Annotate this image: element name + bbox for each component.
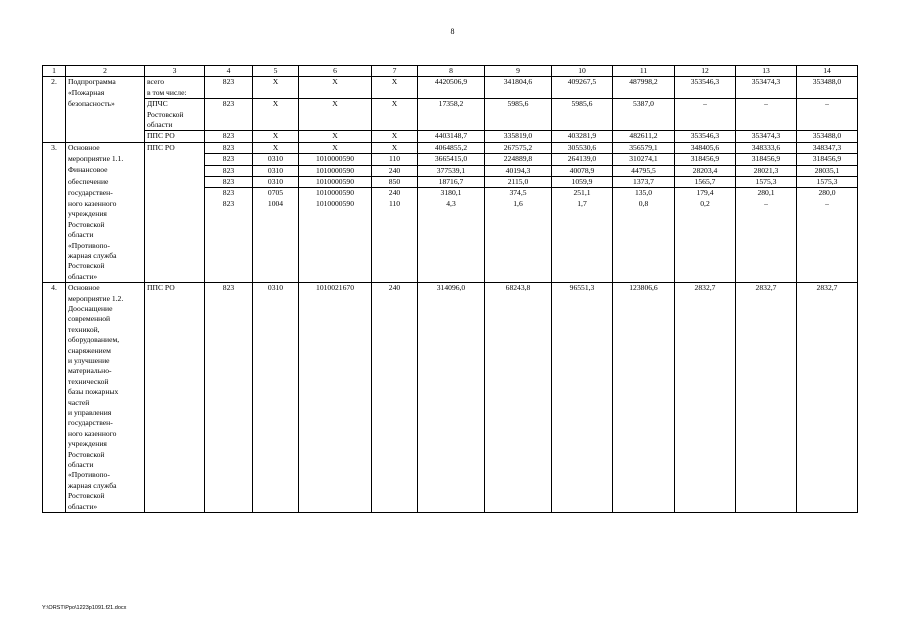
program-name-line: технической bbox=[68, 376, 109, 386]
cell: 17358,2 bbox=[418, 99, 485, 110]
table-row bbox=[43, 99, 858, 110]
cell: 1575,3 bbox=[736, 177, 797, 188]
program-name-line: Основное bbox=[68, 283, 100, 293]
cell: 179,4 bbox=[675, 188, 736, 199]
program-name-line: области bbox=[68, 460, 94, 470]
table-row bbox=[43, 154, 858, 165]
executor: ДПЧС bbox=[145, 99, 205, 110]
cell: 0,8 bbox=[613, 199, 675, 209]
cell: 28021,3 bbox=[736, 165, 797, 176]
program-name-line: материально- bbox=[68, 366, 112, 376]
cell: 850 bbox=[372, 177, 418, 188]
program-name: области bbox=[66, 230, 145, 240]
cell: X bbox=[299, 142, 372, 153]
program-name-line: снаряжением bbox=[68, 345, 111, 355]
cell: 280,1 bbox=[736, 188, 797, 199]
cell: 823 bbox=[205, 165, 253, 176]
cell: 403281,9 bbox=[552, 131, 613, 142]
program-name: жарная служба bbox=[66, 251, 145, 261]
table-row bbox=[43, 241, 858, 251]
cell: 314096,0 bbox=[418, 283, 485, 513]
program-name bbox=[66, 283, 145, 513]
cell: 823 bbox=[205, 177, 253, 188]
cell: 40078,9 bbox=[552, 165, 613, 176]
cell: 823 bbox=[205, 199, 253, 209]
cell: 353474,3 bbox=[736, 77, 797, 88]
program-name-line: техникой, bbox=[68, 324, 100, 334]
cell: 353546,3 bbox=[675, 131, 736, 142]
program-name: Ростовской bbox=[66, 220, 145, 230]
cell: 280,0 bbox=[797, 188, 858, 199]
cell: 356579,1 bbox=[613, 142, 675, 153]
executor: ППС РО bbox=[145, 283, 205, 513]
cell: X bbox=[299, 99, 372, 110]
cell: X bbox=[372, 142, 418, 153]
program-name: «Пожарная bbox=[66, 88, 145, 99]
cell: 5985,6 bbox=[485, 99, 552, 110]
cell: 240 bbox=[372, 283, 418, 513]
program-name-line: современной bbox=[68, 314, 111, 324]
program-name-line: области» bbox=[68, 501, 98, 511]
cell: 823 bbox=[205, 131, 253, 142]
program-name: Подпрограмма bbox=[66, 77, 145, 88]
program-name-line: оборудованием, bbox=[68, 335, 120, 345]
table-row bbox=[43, 220, 858, 230]
cell: 0705 bbox=[253, 188, 299, 199]
program-name-line: Дооснащение bbox=[68, 303, 113, 313]
executor: Ростовской bbox=[145, 110, 205, 120]
table-row bbox=[43, 110, 858, 120]
header-cell: 2 bbox=[66, 66, 145, 77]
table-row bbox=[43, 188, 858, 199]
cell: 2832,7 bbox=[736, 283, 797, 513]
table-row bbox=[43, 88, 858, 99]
cell: 823 bbox=[205, 188, 253, 199]
table-row bbox=[43, 283, 858, 513]
program-name: Основное bbox=[66, 142, 145, 153]
header-cell: 8 bbox=[418, 66, 485, 77]
cell: 353474,3 bbox=[736, 131, 797, 142]
cell: – bbox=[675, 99, 736, 110]
cell: 123806,6 bbox=[613, 283, 675, 513]
cell: – bbox=[736, 199, 797, 209]
cell: 0310 bbox=[253, 154, 299, 165]
program-name-line: учреждения bbox=[68, 439, 107, 449]
table-row bbox=[43, 209, 858, 219]
cell: 374,5 bbox=[485, 188, 552, 199]
cell: 5985,6 bbox=[552, 99, 613, 110]
table-row bbox=[43, 272, 858, 283]
executor: ППС РО bbox=[145, 142, 205, 153]
cell: 823 bbox=[205, 283, 253, 513]
cell: 1010000590 bbox=[299, 154, 372, 165]
header-cell: 12 bbox=[675, 66, 736, 77]
program-name-line: Ростовской bbox=[68, 491, 105, 501]
cell: X bbox=[253, 142, 299, 153]
cell: 28203,4 bbox=[675, 165, 736, 176]
cell: 353488,0 bbox=[797, 131, 858, 142]
cell: 224889,8 bbox=[485, 154, 552, 165]
cell: 348405,6 bbox=[675, 142, 736, 153]
header-cell: 3 bbox=[145, 66, 205, 77]
cell: 267575,2 bbox=[485, 142, 552, 153]
table-row bbox=[43, 251, 858, 261]
cell: 1059,9 bbox=[552, 177, 613, 188]
program-name: государствен- bbox=[66, 188, 145, 199]
cell: 305530,6 bbox=[552, 142, 613, 153]
budget-table bbox=[42, 65, 858, 513]
program-name: ного казенного bbox=[66, 199, 145, 209]
cell: 823 bbox=[205, 77, 253, 88]
cell: 110 bbox=[372, 199, 418, 209]
cell: 1,7 bbox=[552, 199, 613, 209]
header-cell: 13 bbox=[736, 66, 797, 77]
cell: X bbox=[372, 99, 418, 110]
header-cell: 11 bbox=[613, 66, 675, 77]
cell: 4,3 bbox=[418, 199, 485, 209]
cell: 318456,9 bbox=[675, 154, 736, 165]
cell: 3180,1 bbox=[418, 188, 485, 199]
header-cell: 4 bbox=[205, 66, 253, 77]
header-cell: 7 bbox=[372, 66, 418, 77]
cell: – bbox=[797, 199, 858, 209]
cell: 5387,0 bbox=[613, 99, 675, 110]
cell: 318456,9 bbox=[797, 154, 858, 165]
program-name: безопасность» bbox=[66, 99, 145, 110]
cell: 353488,0 bbox=[797, 77, 858, 88]
cell: 28035,1 bbox=[797, 165, 858, 176]
cell: 0310 bbox=[253, 283, 299, 513]
page-number: 8 bbox=[450, 27, 455, 36]
table-row bbox=[43, 177, 858, 188]
cell: 823 bbox=[205, 99, 253, 110]
cell: 251,1 bbox=[552, 188, 613, 199]
cell: 487998,2 bbox=[613, 77, 675, 88]
table-row bbox=[43, 77, 858, 88]
row-number: 2. bbox=[43, 77, 66, 88]
program-name-line: частей bbox=[68, 397, 90, 407]
cell: 1010021670 bbox=[299, 283, 372, 513]
cell: X bbox=[372, 77, 418, 88]
program-name: «Противопо- bbox=[66, 241, 145, 251]
cell: 96551,3 bbox=[552, 283, 613, 513]
program-name-line: ного казенного bbox=[68, 428, 117, 438]
cell: X bbox=[253, 131, 299, 142]
cell: 341804,6 bbox=[485, 77, 552, 88]
cell: X bbox=[253, 77, 299, 88]
cell: 2832,7 bbox=[675, 283, 736, 513]
cell: 40194,3 bbox=[485, 165, 552, 176]
header-cell: 14 bbox=[797, 66, 858, 77]
program-name: обеспечение bbox=[66, 177, 145, 188]
cell: X bbox=[372, 131, 418, 142]
table-row bbox=[43, 131, 858, 142]
header-cell: 9 bbox=[485, 66, 552, 77]
cell: 1010000590 bbox=[299, 188, 372, 199]
cell: X bbox=[299, 77, 372, 88]
cell: 348333,6 bbox=[736, 142, 797, 153]
header-cell: 1 bbox=[43, 66, 66, 77]
cell: 482611,2 bbox=[613, 131, 675, 142]
cell: 1373,7 bbox=[613, 177, 675, 188]
header-row bbox=[43, 66, 858, 77]
cell: 348347,3 bbox=[797, 142, 858, 153]
table-row bbox=[43, 199, 858, 209]
program-name-line: базы пожарных bbox=[68, 387, 119, 397]
program-name-line: мероприятие 1.2. bbox=[68, 293, 124, 303]
cell: 240 bbox=[372, 188, 418, 199]
program-name-line: Ростовской bbox=[68, 449, 105, 459]
program-name: мероприятие 1.1. bbox=[66, 154, 145, 165]
cell: 44795,5 bbox=[613, 165, 675, 176]
program-name: учреждения bbox=[66, 209, 145, 219]
table-row bbox=[43, 165, 858, 176]
cell: 1010000590 bbox=[299, 177, 372, 188]
program-name: Финансовое bbox=[66, 165, 145, 176]
header-cell: 6 bbox=[299, 66, 372, 77]
cell: 1010000590 bbox=[299, 199, 372, 209]
cell: 1,6 bbox=[485, 199, 552, 209]
cell: 310274,1 bbox=[613, 154, 675, 165]
table-row bbox=[43, 120, 858, 131]
cell: 4420506,9 bbox=[418, 77, 485, 88]
cell: 377539,1 bbox=[418, 165, 485, 176]
table-row bbox=[43, 261, 858, 271]
program-name-line: и управления bbox=[68, 408, 112, 417]
cell: 823 bbox=[205, 142, 253, 153]
cell: 1575,3 bbox=[797, 177, 858, 188]
header-cell: 5 bbox=[253, 66, 299, 77]
row-number: 4. bbox=[43, 283, 66, 513]
row-number: 3. bbox=[43, 142, 66, 153]
cell: X bbox=[253, 99, 299, 110]
cell: 1010000590 bbox=[299, 165, 372, 176]
executor: области bbox=[145, 120, 205, 131]
program-name: Ростовской bbox=[66, 261, 145, 271]
file-path-footer: Y:\ORST\Ppo\1223p1091.f21.docx bbox=[42, 605, 127, 611]
executor: всего bbox=[145, 77, 205, 88]
cell: 135,0 bbox=[613, 188, 675, 199]
cell: 335819,0 bbox=[485, 131, 552, 142]
table-row bbox=[43, 230, 858, 240]
cell: 353546,3 bbox=[675, 77, 736, 88]
cell: 2832,7 bbox=[797, 283, 858, 513]
cell: – bbox=[797, 99, 858, 110]
cell: X bbox=[299, 131, 372, 142]
program-name-line: и улучшение bbox=[68, 355, 110, 365]
program-name-line: государствен- bbox=[68, 418, 113, 428]
cell: 4403148,7 bbox=[418, 131, 485, 142]
program-name-line: «Противопо- bbox=[68, 470, 110, 480]
cell: 823 bbox=[205, 154, 253, 165]
cell: 0310 bbox=[253, 177, 299, 188]
executor: ППС РО bbox=[145, 131, 205, 142]
cell: 110 bbox=[372, 154, 418, 165]
cell: 264139,0 bbox=[552, 154, 613, 165]
cell: 4064855,2 bbox=[418, 142, 485, 153]
cell: 409267,5 bbox=[552, 77, 613, 88]
cell: 318456,9 bbox=[736, 154, 797, 165]
cell: 1565,7 bbox=[675, 177, 736, 188]
program-name-line: жарная служба bbox=[68, 480, 117, 490]
cell: 3665415,0 bbox=[418, 154, 485, 165]
cell: 240 bbox=[372, 165, 418, 176]
cell: – bbox=[736, 99, 797, 110]
table-row bbox=[43, 142, 858, 153]
cell: 0,2 bbox=[675, 199, 736, 209]
cell: 0310 bbox=[253, 165, 299, 176]
header-cell: 10 bbox=[552, 66, 613, 77]
cell: 1004 bbox=[253, 199, 299, 209]
program-name: области» bbox=[66, 272, 145, 283]
cell: 2115,0 bbox=[485, 177, 552, 188]
cell: 18716,7 bbox=[418, 177, 485, 188]
cell: 68243,8 bbox=[485, 283, 552, 513]
executor: в том числе: bbox=[145, 88, 205, 99]
